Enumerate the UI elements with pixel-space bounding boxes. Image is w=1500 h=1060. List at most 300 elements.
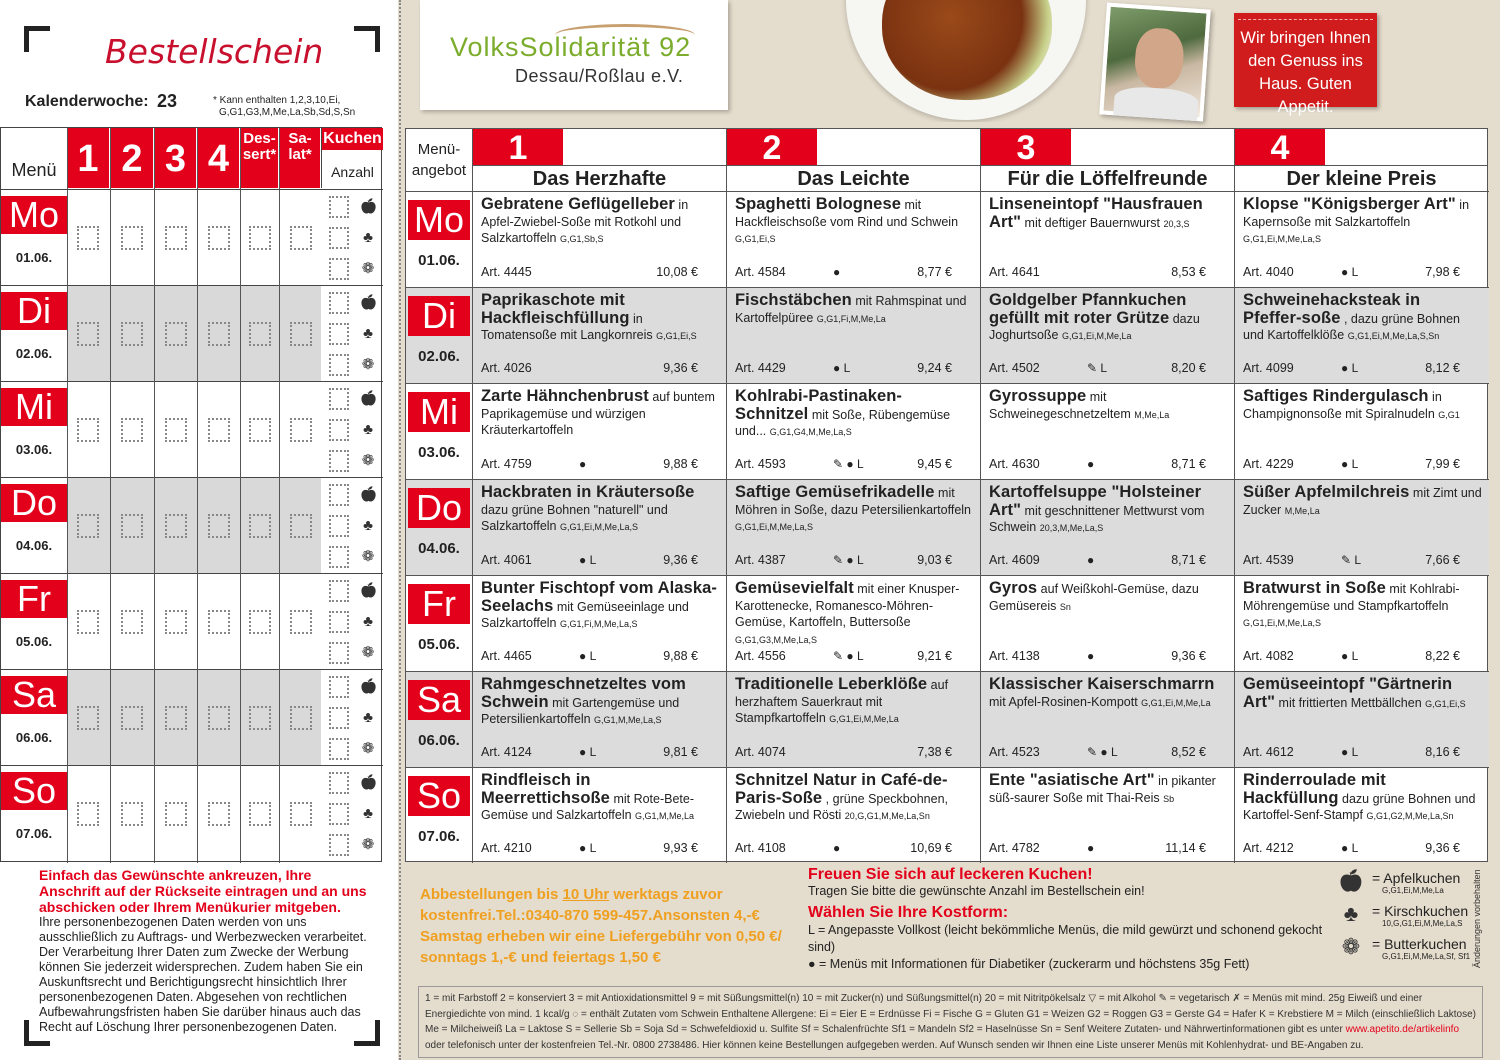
dish-diet-marks: ✎ ● L [833, 649, 864, 663]
order-checkbox[interactable] [121, 514, 143, 538]
dish-title: Bratwurst in Soße [1243, 580, 1386, 597]
order-day-row [1, 669, 383, 765]
menu-day-row [406, 383, 1489, 479]
dish-title: Gyros [989, 580, 1038, 597]
dish-text: dazu grüne Bohnen "naturell" und Salzkartoffeln [481, 502, 668, 533]
order-col-1: 1 [67, 128, 109, 188]
dish-cell [980, 192, 1234, 287]
cake-count-box[interactable] [329, 803, 349, 825]
dish-text: mit Kohlrabi-Möhrengemüse und Stampfkartoffeln [1243, 582, 1460, 613]
menu-day-date: 02.06. [418, 348, 460, 365]
dish-cell [726, 288, 980, 383]
menu-day-date: 06.06. [418, 732, 460, 749]
cake-count-box[interactable] [329, 580, 349, 602]
dish-allergens: G,G1,G2,M,Me,La,Sn [1366, 811, 1454, 821]
dish-title: Schweinehacksteak in Pfeffer-soße [1243, 292, 1421, 327]
dish-text: mit deftiger Bauernwurst [1021, 215, 1164, 230]
dish-article: Art. 4556 [735, 649, 786, 663]
dish-diet-marks: ● [1087, 841, 1095, 855]
dish-diet-marks: ● [833, 265, 841, 279]
dish-text: auf buntem Paprikagemüse und würzigen Kräuterkartoffeln [481, 390, 715, 437]
dish-cell [472, 384, 726, 479]
apple-icon: 🍎︎ [359, 198, 379, 215]
apetito-link[interactable]: www.apetito.de/artikelinfo [1345, 1024, 1460, 1035]
order-day-date: 07.06. [15, 826, 53, 841]
dish-title: Klopse "Königsberger Art" [1243, 196, 1456, 213]
dish-allergens: G,G1 [1438, 409, 1460, 420]
dish-text: mit frittierten Mettbällchen [1275, 695, 1426, 710]
dish-allergens: G,G1,Ei,M,Me,La,S [1243, 618, 1322, 628]
week-number: 23 [157, 91, 178, 111]
dish-title: Saftiges Rindergulasch [1243, 388, 1429, 405]
order-checkbox[interactable] [77, 226, 99, 250]
order-checkbox[interactable] [77, 514, 99, 538]
cake-count-box[interactable] [329, 258, 349, 280]
cancellation-notice: Abbestellungen bis 10 Uhr werktags zuvor kostenfrei.Tel.:0340-870 599-457.Ansonsten 4,-€ Samstag erheben wir eine Liefergebühr von 0,50 €/ sonntags 1,-€ und feiertags 1,50 € [420, 886, 782, 966]
dish-text: in Kapernsoße mit Salzkartoffeln [1243, 198, 1470, 229]
dish-price: 8,16 € [1425, 745, 1460, 759]
order-checkbox[interactable] [77, 706, 99, 730]
dish-article: Art. 4584 [735, 265, 786, 279]
anzahl-header: Anzahl [331, 164, 374, 180]
apple-icon: 🍎︎ [359, 390, 379, 407]
order-checkbox[interactable] [208, 322, 230, 346]
dish-title: Paprikaschote mit Hackfleischfüllung [481, 292, 630, 327]
order-checkbox[interactable] [249, 322, 271, 346]
dish-text: mit geschnittener Mettwurst vom Schwein [989, 503, 1205, 534]
order-checkbox[interactable] [208, 706, 230, 730]
changes-reserved: Änderungen vorbehalten [1472, 869, 1482, 968]
dish-article: Art. 4630 [989, 457, 1040, 471]
dish-diet-marks: ● L [1341, 457, 1359, 471]
dish-title: Bunter Fischtopf vom Alaska-Seelachs [481, 580, 717, 615]
dish-diet-marks: ● L [579, 841, 597, 855]
dish-price: 9,45 € [917, 457, 952, 471]
dish-text: in Apfel-Zwiebel-Soße mit Rotkohl und Salzkartoffeln [481, 198, 689, 245]
dish-cell [726, 384, 980, 479]
corner-mark-top-left [24, 26, 50, 52]
menu-4-header [1234, 129, 1488, 191]
menu-day-row [406, 767, 1489, 863]
dish-title: Saftige Gemüsefrikadelle [735, 484, 935, 501]
order-day-row [1, 573, 383, 669]
cake-legend-cherry: ♣ = Kirschkuchen 10,G,G1,Ei,M,Me,La,S [1334, 899, 1469, 932]
week-label: Kalenderwoche: [25, 93, 149, 110]
cake-count-box[interactable] [329, 707, 349, 729]
dish-allergens: 20,3,S [1163, 218, 1190, 229]
dish-article: Art. 4040 [1243, 265, 1294, 279]
dish-article: Art. 4026 [481, 361, 532, 375]
cake-count-box[interactable] [329, 834, 349, 856]
dish-article: Art. 4082 [1243, 649, 1294, 663]
slogan-card: Wir bringen Ihnen den Genuss ins Haus. Guten Appetit. [1234, 13, 1377, 107]
dish-cell [472, 576, 726, 671]
order-checkbox[interactable] [77, 418, 99, 442]
dish-text: in Champignonsoße mit Spiralnudeln [1243, 390, 1442, 421]
butter-icon: ❁ [361, 740, 375, 757]
diet-option-diabetic: ● = Menüs mit Informationen für Diabetiker (zuckerarm und höchstens 35g Fett) [808, 957, 1250, 971]
dish-price: 9,81 € [663, 745, 698, 759]
cherry-icon: ♣ [363, 229, 373, 246]
dish-diet-marks: ● L [579, 553, 597, 567]
dish-allergens: G,G1,Ei,M,Me,La [1141, 697, 1211, 708]
order-day-row [1, 285, 383, 381]
order-checkbox[interactable] [249, 802, 271, 826]
order-checkbox[interactable] [121, 706, 143, 730]
menu-2-header [726, 129, 980, 191]
dish-diet-marks: ✎ L [1341, 553, 1362, 567]
menu-day-label: Mi [408, 392, 470, 432]
order-day-label: Mo [1, 196, 67, 234]
cake-count-box[interactable] [329, 546, 349, 568]
cake-count-box[interactable] [329, 227, 349, 249]
menu-1-number: 1 [473, 129, 563, 165]
dish-diet-marks: ● L [1341, 361, 1359, 375]
butter-icon: ❁ [1341, 934, 1361, 959]
menu-day-date: 07.06. [418, 828, 460, 845]
dish-article: Art. 4074 [735, 745, 786, 759]
cake-count-box[interactable] [329, 676, 349, 698]
dish-cell [726, 480, 980, 575]
dish-price: 9,88 € [663, 649, 698, 663]
butter-icon: ❁ [361, 260, 375, 277]
order-checkbox[interactable] [208, 226, 230, 250]
order-checkbox[interactable] [249, 514, 271, 538]
butter-icon: ❁ [361, 836, 375, 853]
menu-day-row [406, 479, 1489, 575]
corner-mark-top-right [354, 26, 380, 52]
dish-article: Art. 4523 [989, 745, 1040, 759]
dish-price: 8,71 € [1171, 553, 1206, 567]
dish-diet-marks: ● L [579, 745, 597, 759]
dish-diet-marks: ✎ ● L [833, 457, 864, 471]
dish-price: 9,93 € [663, 841, 698, 855]
dish-diet-marks: ● [833, 841, 841, 855]
dish-text: mit Hackfleischsoße vom Rind und Schwein [735, 198, 959, 229]
dish-article: Art. 4210 [481, 841, 532, 855]
dish-text: , dazu grüne Bohnen und Kartoffelklöße [1243, 311, 1461, 342]
cherry-icon: ♣ [363, 325, 373, 342]
dish-title: Traditionelle Leberklöße [735, 676, 928, 693]
dish-cell [980, 480, 1234, 575]
dish-allergens: G,G1,Fi,M,Me,La,S [559, 619, 638, 629]
cherry-icon: ♣ [1343, 901, 1359, 926]
dish-article: Art. 4387 [735, 553, 786, 567]
dish-price: 9,24 € [917, 361, 952, 375]
dish-price: 9,03 € [917, 553, 952, 567]
order-checkbox[interactable] [208, 514, 230, 538]
dish-text: mit einer Knusper-Karottenecke, Romanesco-Möhren-Gemüse, Kartoffeln, Buttersoße [735, 582, 960, 629]
dish-article: Art. 4099 [1243, 361, 1294, 375]
apple-icon: 🍎︎ [359, 294, 379, 311]
order-checkbox[interactable] [165, 226, 187, 250]
dish-price: 10,08 € [656, 265, 698, 279]
order-checkbox[interactable] [290, 322, 312, 346]
order-day-label: Mi [1, 388, 67, 426]
cake-count-box[interactable] [329, 419, 349, 441]
order-checkbox[interactable] [208, 802, 230, 826]
order-form [0, 0, 398, 1060]
dish-text: in Tomatensoße mit Langkornreis [481, 311, 657, 342]
dish-price: 11,14 € [1165, 841, 1206, 855]
dish-article: Art. 4061 [481, 553, 532, 567]
dish-article: Art. 4229 [1243, 457, 1294, 471]
cherry-icon: ♣ [363, 613, 373, 630]
dish-allergens: G,G1,Ei,S [735, 234, 776, 244]
order-checkbox[interactable] [249, 226, 271, 250]
cake-count-box[interactable] [329, 515, 349, 537]
order-checkbox[interactable] [208, 418, 230, 442]
dish-title: Gebratene Geflügelleber [481, 196, 675, 213]
order-day-label: Sa [1, 676, 67, 714]
order-checkbox[interactable] [290, 610, 312, 634]
menu-3-name: Für die Löffelfreunde [981, 165, 1234, 191]
butter-icon: ❁ [361, 452, 375, 469]
menu-day-label: So [408, 776, 470, 816]
dish-allergens: G,G1,Ei,S [656, 331, 697, 341]
dish-allergens: G,G1,M,Me,La,S [594, 715, 662, 725]
dish-price: 9,88 € [663, 457, 698, 471]
order-checkbox[interactable] [165, 610, 187, 634]
apple-icon: 🍎︎ [359, 486, 379, 503]
cake-legend-apple: 🍎︎ = Apfelkuchen G,G1,Ei,M,Me,La [1334, 866, 1469, 899]
butter-icon: ❁ [361, 356, 375, 373]
dish-title: Kohlrabi-Pastinaken-Schnitzel [735, 388, 903, 423]
cake-count-box[interactable] [329, 292, 349, 314]
dish-diet-marks: ● L [1341, 649, 1359, 663]
dish-article: Art. 4609 [989, 553, 1040, 567]
order-day-label: Fr [1, 580, 67, 618]
dish-allergens: 20,G,G1,M,Me,La,Sn [844, 811, 930, 821]
dish-cell [472, 288, 726, 383]
order-col-dessert: Des- sert* [241, 128, 278, 188]
order-checkbox[interactable] [249, 706, 271, 730]
dish-diet-marks: ● L [1341, 841, 1359, 855]
dish-article: Art. 4641 [989, 265, 1040, 279]
dish-cell [980, 672, 1234, 767]
dish-text: mit Schweinegeschnetzeltem [989, 390, 1135, 421]
cake-legend [1334, 866, 1469, 965]
order-checkbox[interactable] [165, 418, 187, 442]
dish-article: Art. 4124 [481, 745, 532, 759]
dish-article: Art. 4108 [735, 841, 786, 855]
order-checkbox[interactable] [121, 418, 143, 442]
dish-cell [726, 768, 980, 863]
order-checkbox[interactable] [165, 322, 187, 346]
dish-diet-marks: ● [1087, 649, 1095, 663]
cake-count-box[interactable] [329, 323, 349, 345]
dish-price: 7,38 € [917, 745, 952, 759]
order-instructions [39, 867, 374, 1035]
dish-cell [980, 288, 1234, 383]
dish-allergens: G,G1,Ei,M,Me,La [1061, 331, 1132, 341]
dish-cell [1234, 480, 1488, 575]
cherry-icon: ♣ [363, 421, 373, 438]
cake-headline: Freuen Sie sich auf leckeren Kuchen! [808, 866, 1093, 883]
dish-allergens: G,G1,Ei,M,Me,La,S [559, 522, 639, 532]
dish-diet-marks: ● L [1341, 745, 1359, 759]
cherry-icon: ♣ [363, 709, 373, 726]
order-checkbox[interactable] [290, 802, 312, 826]
order-day-date: 06.06. [15, 730, 53, 745]
dish-title: Klassischer Kaiserschmarrn [989, 676, 1215, 693]
order-day-date: 01.06. [15, 250, 53, 265]
dish-allergens: M,Me,La [1284, 505, 1320, 516]
dish-price: 8,52 € [1171, 745, 1206, 759]
dish-price: 8,20 € [1171, 361, 1206, 375]
dish-text: mit Möhren in Soße, dazu Petersilienkartoffeln [735, 486, 972, 517]
dish-price: 8,77 € [917, 265, 952, 279]
dish-title: Schnitzel Natur in Café-de-Paris-Soße [735, 772, 948, 807]
menu-day-row [406, 191, 1489, 287]
dish-price: 9,36 € [1171, 649, 1206, 663]
menu-day-row [406, 575, 1489, 671]
menu-day-label: Mo [408, 200, 470, 240]
order-day-row [1, 189, 383, 285]
order-checkbox[interactable] [290, 514, 312, 538]
dish-cell [726, 576, 980, 671]
dish-title: Gyrossuppe [989, 388, 1087, 405]
dish-diet-marks: ✎ ● L [833, 553, 864, 567]
menu-day-label: Di [408, 296, 470, 336]
order-day-row [1, 765, 383, 861]
order-checkbox[interactable] [165, 514, 187, 538]
order-checkbox[interactable] [121, 226, 143, 250]
cake-count-box[interactable] [329, 450, 349, 472]
dish-text: mit Rote-Bete-Gemüse und Salzkartoffeln [481, 791, 695, 822]
menu-day-row [406, 287, 1489, 383]
cake-count-box[interactable] [329, 738, 349, 760]
dish-title: Kartoffelsuppe "Holsteiner Art" [989, 484, 1202, 519]
kuchen-header: Kuchen [322, 128, 383, 150]
dish-price: 8,53 € [1171, 265, 1206, 279]
dish-title: Hackbraten in Kräutersoße [481, 484, 695, 501]
menu-3-number: 3 [981, 129, 1071, 165]
dish-text: dazu grüne Bohnen und Kartoffel-Senf-Stampf [1243, 791, 1476, 822]
order-col-3: 3 [155, 128, 196, 188]
order-col-kuchen [321, 128, 383, 188]
dish-text: in pikanter süß-saurer Soße mit Thai-Reis [989, 774, 1216, 805]
dish-allergens: G,G1,Fi,M,Me,La [816, 313, 886, 324]
footnote-legend: 1 = mit Farbstoff 2 = konserviert 3 = mit Antioxidationsmittel 9 = mit Süßungsmittel(n) 10 = mit Zucker(n) und Süßungsmittel(n) 20 = mit Nitritpökelsalz ▽ = mit Alkohol ✎ = vegetarisch ✗ = Menüs mit mind. 25g Eiweiß und einer Energiedichte von mind. 1 kcal/g ◌ = enthält Zutaten vom Schwein Enthaltene Allergene: Ei = Eier E = Erdnüsse Fi = Fische G = Gluten G1 = Weizen G2 = Roggen G3 = Gerste G4 = Hafer K = Krebstiere M = Milch (einschließlich Laktose) Me = Milcheiweiß La = Laktose S = Sellerie Sb = Soja Sd = Schwefeldioxid u. Sulfite Sf = Schalenfrüchte Sf1 = Mandeln Sf2 = Haselnüsse Sn = Senf Weitere Zutaten- und Nährwertinformationen gibt es unter www.apetito.de/artikelinfo oder telefonisch unter der kostenfreien Tel.-Nr. 0800 2738486. Hier können keine Bestellungen aufgegeben werden. Auf Wunsch senden wir Ihnen eine Liste unserer Menüs mit Kohlenhydrat- und BE-Angaben zu. [418, 986, 1483, 1058]
dish-price: 9,36 € [1425, 841, 1460, 855]
order-day-row [1, 477, 383, 573]
order-checkbox[interactable] [77, 322, 99, 346]
cake-count-box[interactable] [329, 484, 349, 506]
dish-article: Art. 4539 [1243, 553, 1294, 567]
dish-cell [472, 768, 726, 863]
dish-diet-marks: ✎ L [1087, 361, 1108, 375]
dish-cell [726, 192, 980, 287]
dish-price: 10,69 € [910, 841, 952, 855]
cake-count-box[interactable] [329, 772, 349, 794]
dish-price: 7,66 € [1425, 553, 1460, 567]
order-checkbox[interactable] [249, 610, 271, 634]
menu-2-name: Das Leichte [727, 165, 980, 191]
dish-title: Gemüsevielfalt [735, 580, 854, 597]
cake-count-box[interactable] [329, 388, 349, 410]
cake-info [808, 866, 1328, 973]
order-grid [0, 127, 382, 862]
menu-day-label: Do [408, 488, 470, 528]
dish-article: Art. 4429 [735, 361, 786, 375]
order-checkbox[interactable] [77, 802, 99, 826]
dish-cell [1234, 192, 1488, 287]
diet-option-l: L = Angepasste Vollkost (leicht bekömmliche Menüs, die mild gewürzt und schonend gekocht sind) [808, 923, 1323, 954]
order-checkbox[interactable] [121, 802, 143, 826]
order-checkbox[interactable] [290, 226, 312, 250]
dish-cell [1234, 672, 1488, 767]
dish-price: 8,71 € [1171, 457, 1206, 471]
cake-count-box[interactable] [329, 354, 349, 376]
dish-price: 9,36 € [663, 553, 698, 567]
order-checkbox[interactable] [121, 610, 143, 634]
dish-price: 7,99 € [1425, 457, 1460, 471]
dish-allergens: 20,3,M,Me,La,S [1039, 523, 1104, 533]
instructions-highlight: Einfach das Gewünschte ankreuzen, Ihre Anschrift auf der Rückseite eintragen und an uns abschicken oder Ihrem Menükurier mitgeben. [39, 867, 367, 915]
brand-logo [420, 0, 728, 110]
order-checkbox[interactable] [290, 418, 312, 442]
dish-diet-marks: ● L [579, 649, 597, 663]
dish-title: Rahmgeschnetzeltes vom Schwein [481, 676, 686, 711]
order-checkbox[interactable] [121, 322, 143, 346]
menu-day-date: 01.06. [418, 252, 460, 269]
dish-cell [1234, 576, 1488, 671]
cake-count-box[interactable] [329, 196, 349, 218]
order-day-date: 04.06. [15, 538, 53, 553]
dish-text: dazu Joghurtsoße [989, 311, 1200, 342]
dish-title: Fischstäbchen [735, 292, 852, 309]
dish-title: Rinderroulade mit Hackfüllung [1243, 772, 1386, 807]
dish-text: mit Gartengemüse und Petersilienkartoffeln [481, 695, 680, 726]
order-checkbox[interactable] [77, 610, 99, 634]
order-checkbox[interactable] [165, 802, 187, 826]
dish-cell [1234, 288, 1488, 383]
order-checkbox[interactable] [290, 706, 312, 730]
dish-cell [1234, 384, 1488, 479]
order-checkbox[interactable] [208, 610, 230, 634]
order-day-label: So [1, 772, 67, 810]
cake-count-box[interactable] [329, 642, 349, 664]
cake-count-box[interactable] [329, 611, 349, 633]
menu-day-label: Sa [408, 680, 470, 720]
dish-article: Art. 4502 [989, 361, 1040, 375]
apple-icon: 🍎︎ [359, 678, 379, 695]
order-checkbox[interactable] [249, 418, 271, 442]
dish-allergens: G,G1,G3,M,Me,La,S [735, 634, 818, 645]
order-day-date: 05.06. [15, 634, 53, 649]
dish-text: mit Apfel-Rosinen-Kompott [989, 694, 1142, 709]
order-day-label: Do [1, 484, 67, 522]
dish-article: Art. 4138 [989, 649, 1040, 663]
menu-day-date: 04.06. [418, 540, 460, 557]
logo-text: VolksSolidarität 92 [450, 32, 692, 62]
order-checkbox[interactable] [165, 706, 187, 730]
dish-title: Goldgelber Pfannkuchen gefüllt mit roter Grütze [989, 292, 1187, 327]
dish-article: Art. 4759 [481, 457, 532, 471]
order-day-row [1, 381, 383, 477]
order-day-label: Di [1, 292, 67, 330]
menu-4-number: 4 [1235, 129, 1325, 165]
dish-cell [980, 384, 1234, 479]
menu-1-name: Das Herzhafte [473, 165, 726, 191]
food-plate-image [836, 0, 1106, 122]
dish-title: Rindfleisch in Meerrettichsoße [481, 772, 610, 807]
apple-icon: 🍎︎ [359, 582, 379, 599]
cherry-icon: ♣ [363, 805, 373, 822]
dish-article: Art. 4445 [481, 265, 532, 279]
dish-allergens: G,G1,M,Me,La [635, 811, 695, 821]
